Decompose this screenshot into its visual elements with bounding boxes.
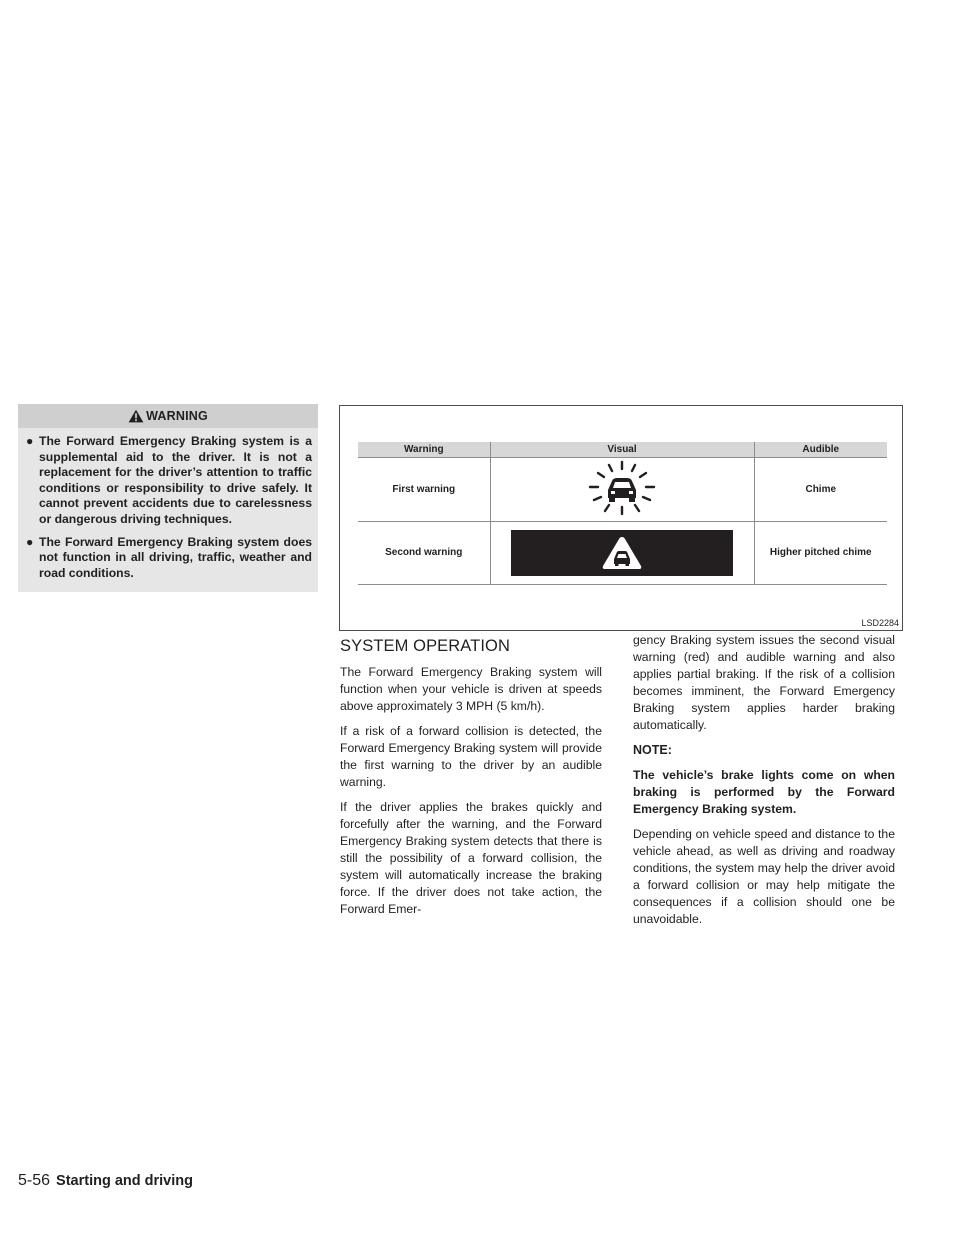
paragraph: The Forward Emergency Braking system will function when your vehicle is driven at speeds above approximately 3 MPH (5 km/h). — [340, 665, 602, 713]
warning-item: ● The Forward Emergency Braking system is a supplemental aid to the driver. It is not a replacement for the driver’s attention to traffic conditions or responsibility to drive safely. It cannot prevent accidents due to carelessness or dangerous driving techniques. — [26, 434, 312, 526]
first-warning-audible: Chime — [754, 458, 887, 521]
header-audible: Audible — [754, 442, 887, 458]
text-column-left — [340, 664, 602, 926]
table-row — [358, 458, 887, 521]
warning-triangle-icon — [128, 409, 144, 423]
header-visual: Visual — [490, 442, 754, 458]
second-warning-audible: Higher pitched chime — [754, 521, 887, 584]
second-warning-label: Second warning — [358, 521, 490, 584]
display-panel — [511, 530, 733, 576]
car-warning-triangle-icon — [601, 535, 643, 571]
note-title: NOTE: — [633, 743, 672, 757]
flashing-car-icon — [584, 460, 660, 516]
header-warning: Warning — [358, 442, 490, 458]
first-warning-label: First warning — [358, 458, 490, 521]
warning-table — [358, 442, 887, 585]
figure-id: LSD2284 — [861, 618, 899, 628]
warning-header — [18, 404, 318, 428]
page-footer — [18, 1172, 193, 1190]
paragraph: Depending on vehicle speed and distance to the vehicle ahead, as well as driving and roadway conditions, the system may help the driver avoid a forward collision or may help mitigate the consequences if a collision should one be unavoidable. — [633, 827, 895, 926]
paragraph: If the driver applies the brakes quickly and forcefully after the warning, and the Forward Emergency Braking system detects that there is still the possibility of a forward collision, the system will automatically increase the braking force. If the driver does not take action, the Forward Emer- — [340, 800, 602, 916]
bullet: ● — [26, 434, 34, 448]
note-text: The vehicle’s brake lights come on when braking is performed by the Forward Emergency Braking system. — [633, 768, 895, 816]
warning-title: WARNING — [146, 409, 208, 423]
second-warning-visual — [490, 521, 754, 584]
footer-section: Starting and driving — [56, 1173, 193, 1189]
warning-figure — [339, 405, 903, 631]
page-number: 5-56 — [18, 1172, 51, 1189]
paragraph: gency Braking system issues the second visual warning (red) and audible warning and also applies partial braking. If the risk of a collision becomes imminent, the Forward Emergency Braking system applies harder braking automatically. — [633, 633, 895, 732]
text-column-right — [633, 632, 895, 936]
warning-box — [18, 404, 318, 592]
section-title: SYSTEM OPERATION — [340, 637, 510, 655]
first-warning-visual — [490, 458, 754, 521]
warning-list — [26, 434, 312, 581]
paragraph: If a risk of a forward collision is detected, the Forward Emergency Braking system will provide the first warning to the driver by an audible warning. — [340, 724, 602, 789]
bullet: ● — [26, 534, 34, 549]
table-row — [358, 521, 887, 584]
warning-item: ● The Forward Emergency Braking system does not function in all driving, traffic, weather and road conditions. — [26, 534, 312, 580]
